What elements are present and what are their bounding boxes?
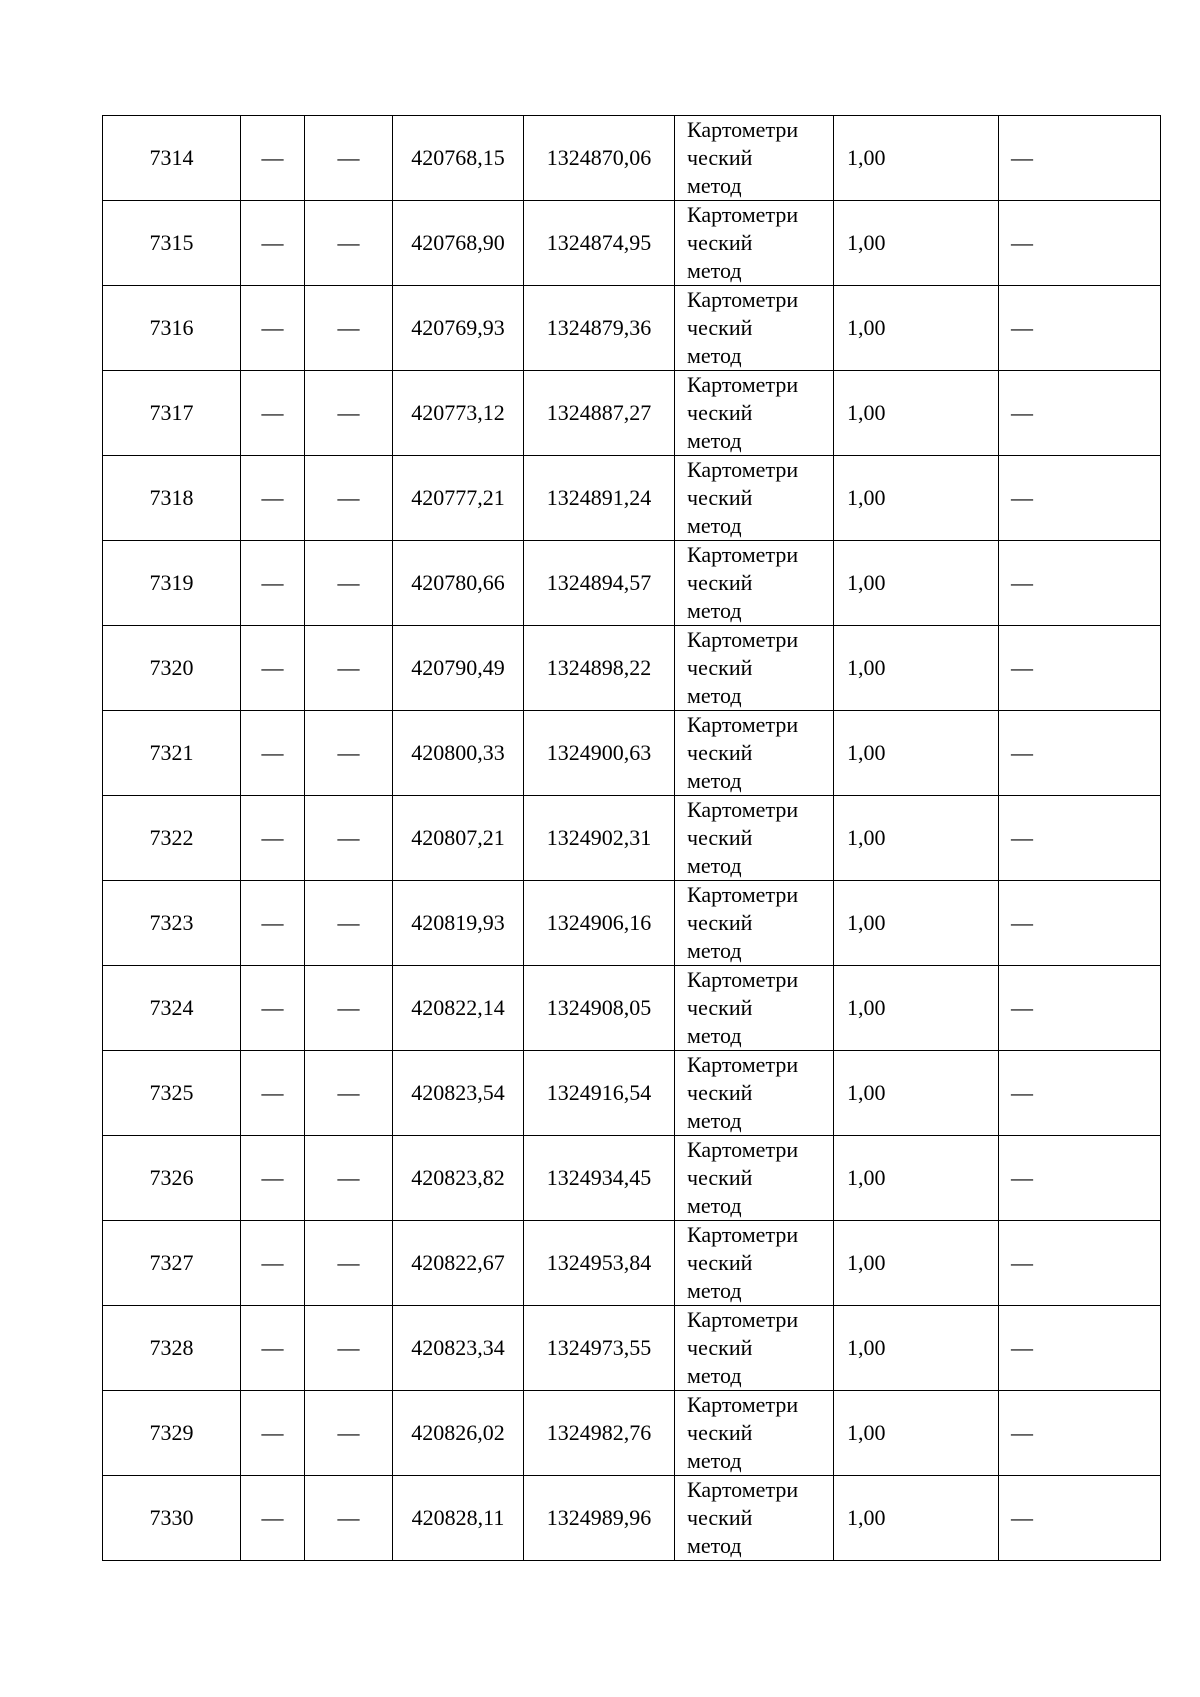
description-cell: —: [999, 796, 1161, 881]
description-cell: —: [999, 1476, 1161, 1561]
table-row: [103, 456, 1161, 541]
accuracy-cell: 1,00: [834, 796, 999, 881]
x-coordinate-cell: 420768,15: [393, 116, 524, 201]
y-coordinate-cell: 1324894,57: [524, 541, 675, 626]
old-y-cell: —: [305, 711, 393, 796]
x-coordinate-cell: 420773,12: [393, 371, 524, 456]
description-cell: —: [999, 286, 1161, 371]
table-row: [103, 1306, 1161, 1391]
table-row: [103, 116, 1161, 201]
table-body: [103, 116, 1161, 1561]
method-cell: Картометри ческий метод: [675, 201, 834, 286]
old-y-cell: —: [305, 201, 393, 286]
old-y-cell: —: [305, 1306, 393, 1391]
old-y-cell: —: [305, 371, 393, 456]
accuracy-cell: 1,00: [834, 626, 999, 711]
old-x-cell: —: [241, 286, 305, 371]
point-number-cell: 7329: [103, 1391, 241, 1476]
accuracy-cell: 1,00: [834, 711, 999, 796]
old-x-cell: —: [241, 541, 305, 626]
old-x-cell: —: [241, 1051, 305, 1136]
y-coordinate-cell: 1324870,06: [524, 116, 675, 201]
method-cell: Картометри ческий метод: [675, 796, 834, 881]
x-coordinate-cell: 420780,66: [393, 541, 524, 626]
x-coordinate-cell: 420800,33: [393, 711, 524, 796]
old-x-cell: —: [241, 711, 305, 796]
old-y-cell: —: [305, 1136, 393, 1221]
x-coordinate-cell: 420769,93: [393, 286, 524, 371]
old-y-cell: —: [305, 1476, 393, 1561]
old-y-cell: —: [305, 456, 393, 541]
method-cell: Картометри ческий метод: [675, 1051, 834, 1136]
point-number-cell: 7316: [103, 286, 241, 371]
x-coordinate-cell: 420826,02: [393, 1391, 524, 1476]
old-y-cell: —: [305, 286, 393, 371]
point-number-cell: 7315: [103, 201, 241, 286]
description-cell: —: [999, 456, 1161, 541]
method-cell: Картометри ческий метод: [675, 966, 834, 1051]
method-cell: Картометри ческий метод: [675, 711, 834, 796]
point-number-cell: 7318: [103, 456, 241, 541]
coordinates-table: [102, 115, 1161, 1561]
point-number-cell: 7321: [103, 711, 241, 796]
accuracy-cell: 1,00: [834, 1221, 999, 1306]
point-number-cell: 7330: [103, 1476, 241, 1561]
description-cell: —: [999, 371, 1161, 456]
y-coordinate-cell: 1324982,76: [524, 1391, 675, 1476]
old-x-cell: —: [241, 1391, 305, 1476]
description-cell: —: [999, 201, 1161, 286]
old-y-cell: —: [305, 1051, 393, 1136]
old-y-cell: —: [305, 541, 393, 626]
old-x-cell: —: [241, 1136, 305, 1221]
y-coordinate-cell: 1324900,63: [524, 711, 675, 796]
table-row: [103, 626, 1161, 711]
method-cell: Картометри ческий метод: [675, 626, 834, 711]
accuracy-cell: 1,00: [834, 541, 999, 626]
x-coordinate-cell: 420828,11: [393, 1476, 524, 1561]
point-number-cell: 7323: [103, 881, 241, 966]
method-cell: Картометри ческий метод: [675, 1221, 834, 1306]
description-cell: —: [999, 1051, 1161, 1136]
description-cell: —: [999, 1306, 1161, 1391]
description-cell: —: [999, 711, 1161, 796]
x-coordinate-cell: 420823,82: [393, 1136, 524, 1221]
y-coordinate-cell: 1324891,24: [524, 456, 675, 541]
y-coordinate-cell: 1324906,16: [524, 881, 675, 966]
description-cell: —: [999, 1391, 1161, 1476]
method-cell: Картометри ческий метод: [675, 286, 834, 371]
table-row: [103, 1391, 1161, 1476]
method-cell: Картометри ческий метод: [675, 881, 834, 966]
method-cell: Картометри ческий метод: [675, 1306, 834, 1391]
old-x-cell: —: [241, 371, 305, 456]
point-number-cell: 7326: [103, 1136, 241, 1221]
old-y-cell: —: [305, 966, 393, 1051]
x-coordinate-cell: 420768,90: [393, 201, 524, 286]
accuracy-cell: 1,00: [834, 1051, 999, 1136]
accuracy-cell: 1,00: [834, 456, 999, 541]
table-row: [103, 1051, 1161, 1136]
old-y-cell: —: [305, 1391, 393, 1476]
method-cell: Картометри ческий метод: [675, 1476, 834, 1561]
method-cell: Картометри ческий метод: [675, 371, 834, 456]
old-x-cell: —: [241, 966, 305, 1051]
old-y-cell: —: [305, 626, 393, 711]
table-row: [103, 1136, 1161, 1221]
old-x-cell: —: [241, 1306, 305, 1391]
old-x-cell: —: [241, 626, 305, 711]
point-number-cell: 7317: [103, 371, 241, 456]
x-coordinate-cell: 420790,49: [393, 626, 524, 711]
accuracy-cell: 1,00: [834, 1306, 999, 1391]
x-coordinate-cell: 420823,54: [393, 1051, 524, 1136]
table-row: [103, 201, 1161, 286]
old-x-cell: —: [241, 201, 305, 286]
old-x-cell: —: [241, 881, 305, 966]
method-cell: Картометри ческий метод: [675, 1391, 834, 1476]
y-coordinate-cell: 1324902,31: [524, 796, 675, 881]
accuracy-cell: 1,00: [834, 116, 999, 201]
accuracy-cell: 1,00: [834, 1476, 999, 1561]
y-coordinate-cell: 1324887,27: [524, 371, 675, 456]
accuracy-cell: 1,00: [834, 1136, 999, 1221]
point-number-cell: 7319: [103, 541, 241, 626]
point-number-cell: 7322: [103, 796, 241, 881]
table-row: [103, 711, 1161, 796]
old-x-cell: —: [241, 116, 305, 201]
description-cell: —: [999, 1136, 1161, 1221]
accuracy-cell: 1,00: [834, 1391, 999, 1476]
old-y-cell: —: [305, 881, 393, 966]
old-x-cell: —: [241, 796, 305, 881]
point-number-cell: 7320: [103, 626, 241, 711]
old-x-cell: —: [241, 1476, 305, 1561]
description-cell: —: [999, 116, 1161, 201]
y-coordinate-cell: 1324973,55: [524, 1306, 675, 1391]
x-coordinate-cell: 420777,21: [393, 456, 524, 541]
y-coordinate-cell: 1324898,22: [524, 626, 675, 711]
point-number-cell: 7324: [103, 966, 241, 1051]
y-coordinate-cell: 1324879,36: [524, 286, 675, 371]
accuracy-cell: 1,00: [834, 371, 999, 456]
table-row: [103, 1476, 1161, 1561]
old-y-cell: —: [305, 116, 393, 201]
description-cell: —: [999, 881, 1161, 966]
table-row: [103, 796, 1161, 881]
y-coordinate-cell: 1324916,54: [524, 1051, 675, 1136]
method-cell: Картометри ческий метод: [675, 541, 834, 626]
description-cell: —: [999, 966, 1161, 1051]
accuracy-cell: 1,00: [834, 286, 999, 371]
point-number-cell: 7314: [103, 116, 241, 201]
accuracy-cell: 1,00: [834, 201, 999, 286]
old-x-cell: —: [241, 1221, 305, 1306]
table-row: [103, 541, 1161, 626]
method-cell: Картометри ческий метод: [675, 456, 834, 541]
table-row: [103, 1221, 1161, 1306]
old-y-cell: —: [305, 1221, 393, 1306]
x-coordinate-cell: 420819,93: [393, 881, 524, 966]
method-cell: Картометри ческий метод: [675, 1136, 834, 1221]
accuracy-cell: 1,00: [834, 966, 999, 1051]
description-cell: —: [999, 1221, 1161, 1306]
y-coordinate-cell: 1324989,96: [524, 1476, 675, 1561]
description-cell: —: [999, 541, 1161, 626]
x-coordinate-cell: 420822,67: [393, 1221, 524, 1306]
y-coordinate-cell: 1324953,84: [524, 1221, 675, 1306]
point-number-cell: 7328: [103, 1306, 241, 1391]
x-coordinate-cell: 420823,34: [393, 1306, 524, 1391]
y-coordinate-cell: 1324874,95: [524, 201, 675, 286]
x-coordinate-cell: 420807,21: [393, 796, 524, 881]
method-cell: Картометри ческий метод: [675, 116, 834, 201]
old-x-cell: —: [241, 456, 305, 541]
table-row: [103, 371, 1161, 456]
y-coordinate-cell: 1324908,05: [524, 966, 675, 1051]
point-number-cell: 7327: [103, 1221, 241, 1306]
accuracy-cell: 1,00: [834, 881, 999, 966]
y-coordinate-cell: 1324934,45: [524, 1136, 675, 1221]
table-row: [103, 966, 1161, 1051]
x-coordinate-cell: 420822,14: [393, 966, 524, 1051]
description-cell: —: [999, 626, 1161, 711]
table-row: [103, 881, 1161, 966]
point-number-cell: 7325: [103, 1051, 241, 1136]
table-row: [103, 286, 1161, 371]
old-y-cell: —: [305, 796, 393, 881]
